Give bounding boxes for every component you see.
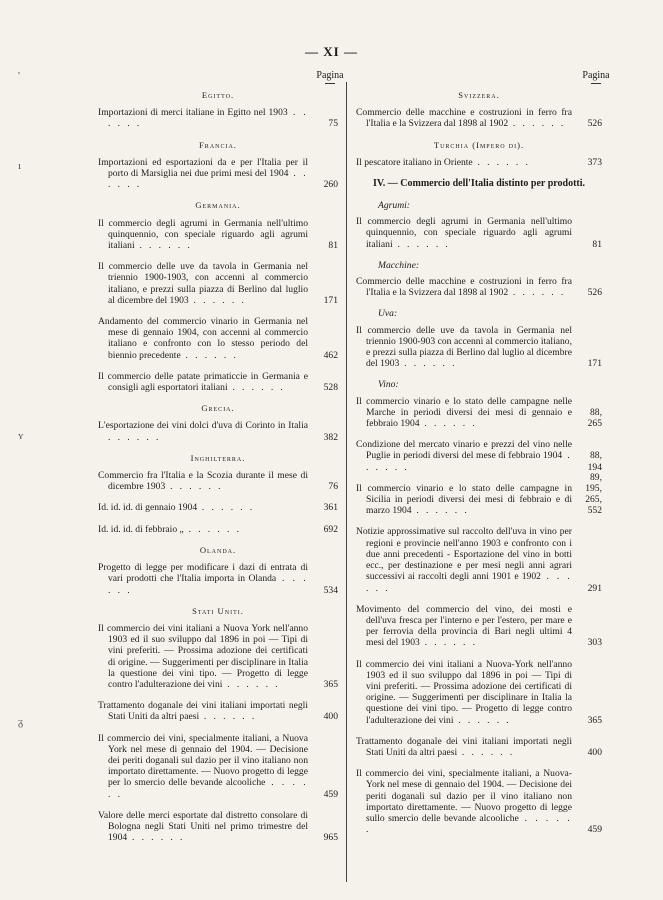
- country-heading: Turchia (Impero di).: [433, 139, 525, 150]
- index-entry: [98, 420, 338, 442]
- leader-dots: . . . . . .: [188, 294, 247, 306]
- page-ref: 88, 194: [587, 450, 602, 473]
- country-heading: Egitto.: [201, 90, 235, 100]
- page-ref: 291: [587, 582, 602, 594]
- entry-text: Commercio delle macchine e costruzioni in ferro fra l'Italia e la Svizzera dal 1898 al 1902: [356, 107, 572, 130]
- entry-text: Il pescatore italiano in Oriente: [356, 156, 473, 168]
- page-ref: 361: [323, 502, 338, 514]
- margin-mark: ʏ: [18, 430, 24, 442]
- index-entry: [98, 157, 338, 191]
- page-ref: 89, 195, 265, 552: [585, 471, 602, 517]
- leader-dots: . . . . . .: [366, 812, 572, 836]
- entry-text: Trattamento doganale dei vini italiani importati negli Stati Uniti da altri paesi: [356, 735, 572, 758]
- page-ref: 965: [323, 832, 338, 844]
- page-ref: 171: [323, 294, 338, 306]
- index-entry: [356, 157, 602, 168]
- page-ref: 534: [323, 584, 338, 596]
- index-entry: [98, 700, 338, 722]
- entry-text: L'esportazione dei vini dolci d'uva di Corinto in Italia: [98, 420, 308, 432]
- page-ref: 382: [323, 431, 338, 443]
- entry-text: Progetto di legge per modificare i dazi di entrata di vari prodotti che l'Italia importa in Olanda: [98, 562, 308, 585]
- leader-dots: . . . . . .: [134, 240, 193, 252]
- leader-dots: . . . . . .: [419, 637, 478, 649]
- leader-dots: . . . . . .: [366, 571, 572, 594]
- index-entry: [356, 526, 602, 593]
- entry-text: Il commercio delle patate primaticcie in Germania e consigli agli esportatori italiani: [98, 370, 308, 394]
- entry-text: Commercio delle macchine e costruzioni in ferro fra l'Italia e la Svizzera dal 1898 al 1902: [356, 276, 572, 299]
- page-ref: 459: [587, 824, 602, 836]
- leader-dots: . . . . . .: [472, 156, 531, 168]
- index-entry: [356, 216, 602, 250]
- right-column: [356, 90, 602, 845]
- entry-text: Il commercio delle uve da tavola in Germania nel triennio 1900-903 con accenni al commercio italiano, e prezzi sulla piazza di Berlino dal luglio al dicembre del 1903: [356, 324, 572, 370]
- leader-dots: . . . . . .: [165, 481, 223, 493]
- index-entry: [98, 371, 338, 393]
- section-title: IV. — Commercio dell'Italia distinto per prodotti.: [372, 178, 586, 190]
- margin-mark: ': [18, 70, 20, 82]
- margin-mark: ᵹ: [18, 716, 24, 728]
- entry-text: Id. id. id. di febbraio „: [98, 523, 184, 535]
- entry-text: Il commercio dei vini italiani a Nuova York nell'anno 1903 ed il suo sviluppo dal 1896 in poi — Tipi di vini preferiti. — Prossima adozione dei certificati di origine. — Suggerimenti per disciplinare in Italia la questione dei vini tipo. — Progetto di legge contro l'adulterazione dei vini: [98, 622, 308, 690]
- leader-dots: . . . . . .: [411, 505, 470, 517]
- leader-dots: . . . . . .: [399, 358, 457, 370]
- page-ref: 81: [328, 240, 338, 252]
- pagina-label-right: Pagina: [576, 70, 616, 84]
- leader-dots: . . . . . .: [508, 287, 566, 299]
- page-ref: 303: [587, 637, 602, 649]
- index-entry: [98, 261, 338, 306]
- page-ref: 88, 265: [587, 406, 602, 430]
- index-entry: [98, 218, 338, 252]
- country-heading: Grecia.: [201, 403, 235, 414]
- entry-text: Il commercio dei vini, specialmente italiani, a Nuova York nel mese di gennaio del 1904. — Decisione dei periti doganali sul dazio per il vino italiano non importato direttamente. — Nuovo progetto di legge per lo smercio delle bevande alcooliche: [98, 732, 308, 789]
- page-ref: 373: [587, 156, 602, 168]
- page-ref: 526: [587, 287, 602, 299]
- page-ref: 526: [587, 118, 602, 130]
- leader-dots: . . . . . .: [457, 746, 515, 758]
- index-entry: [356, 471, 602, 517]
- index-entry: [98, 524, 338, 535]
- country-heading: Svizzera.: [458, 90, 500, 100]
- country-heading: Francia.: [199, 139, 237, 150]
- entry-text: Importazioni di merci italiane in Egitto nel 1903: [98, 107, 288, 119]
- page-number: — XI —: [305, 44, 358, 59]
- margin-mark: ı: [18, 160, 22, 172]
- leader-dots: . . . . . .: [222, 678, 281, 690]
- leader-dots: . . . . . .: [108, 107, 308, 130]
- index-entry: [98, 470, 338, 492]
- column-divider: [346, 82, 347, 882]
- index-entry: [356, 439, 602, 473]
- page-ref: 365: [587, 714, 602, 726]
- page-ref: 81: [592, 238, 602, 250]
- page-ref: 171: [587, 358, 602, 370]
- entry-text: Il commercio vinario e lo stato delle campagne in Sicilia in periodi diversi dei mesi di febbraio e di marzo 1904: [356, 482, 572, 517]
- index-entry: [98, 107, 338, 129]
- entry-text: Il commercio delle uve da tavola in Germania nel triennio 1900-1903, con accenni al commercio italiano, e prezzi sulla piazza di Berlino dal luglio al dicembre del 1903: [98, 261, 308, 306]
- product-subheading: Agrumi:: [378, 200, 410, 212]
- entry-text: Il commercio dei vini italiani a Nuova-York nell'anno 1903 ed il suo sviluppo dal 1896 in poi — Tipi di vini preferiti. — Prossima adozione dei certificati di origine. — Suggerimenti per disciplinare in Italia la questione dei vini tipo. — Progetto di legge contro l'adulterazione dei vini: [356, 658, 572, 726]
- page-ref: 400: [587, 746, 602, 758]
- leader-dots: . . . . . .: [453, 714, 512, 726]
- index-entry: [356, 768, 602, 835]
- page-ref: 76: [328, 481, 338, 493]
- index-entry: [98, 562, 338, 596]
- leader-dots: . . . . . .: [108, 431, 161, 443]
- index-entry: [98, 810, 338, 844]
- leader-dots: . . . . . .: [227, 382, 286, 394]
- entry-text: Importazioni ed esportazioni da e per l'Italia per il porto di Marsiglia nei due primi mesi del 1904: [98, 156, 308, 180]
- entry-text: Il commercio dei vini, specialmente italiani, a Nuova-York nel mese di gennaio del 1904. — Decisione dei periti doganali sul dazio per il vino italiano non importato direttamente. — Nuovo progetto di legge sullo smercio delle bevande alcooliche: [356, 768, 572, 824]
- page-ref: 459: [323, 788, 338, 800]
- entry-text: Notizie approssimative sul raccolto dell'uva in vino per regioni e provincie nell'anno 1903 e confronto con i due anni precedenti - Esportazione del vino in botti ecc., per destinazione e per mesi negli anni agrari successivi ai raccolti degli anni 1901 e 1902: [356, 526, 572, 583]
- entry-text: Valore delle merci esportate dal distretto consolare di Bologna negli Stati Uniti nel primo trimestre del 1904: [98, 809, 308, 844]
- index-entry: [356, 107, 602, 129]
- index-entry: [356, 396, 602, 430]
- product-subheading: Vino:: [378, 379, 399, 391]
- leader-dots: . . . . . .: [180, 349, 239, 361]
- country-heading: Inghilterra.: [190, 452, 246, 463]
- leader-dots: . . . . . .: [108, 573, 308, 596]
- page-ref: 462: [323, 349, 338, 361]
- index-entry: [356, 604, 602, 649]
- page-ref: 528: [323, 382, 338, 394]
- leader-dots: . . . . . .: [108, 777, 309, 800]
- leader-dots: . . . . . .: [366, 450, 572, 473]
- country-heading: Stati Uniti.: [192, 605, 244, 616]
- index-entry: [98, 733, 338, 800]
- left-column: [98, 90, 338, 853]
- entry-text: Andamento del commercio vinario in Germania nel mese di gennaio 1904, con accenni al commercio italiano e confronto con lo stesso periodo del biennio precedente: [98, 316, 308, 361]
- index-entry: [98, 502, 338, 513]
- index-entry: [356, 325, 602, 370]
- page-ref: 400: [323, 711, 338, 723]
- product-subheading: Uva:: [378, 308, 398, 320]
- country-heading: Germania.: [195, 200, 241, 211]
- pagina-label-left: Pagina: [310, 70, 350, 84]
- index-entry: [356, 659, 602, 726]
- index-entry: [356, 276, 602, 298]
- entry-text: Il commercio vinario e lo stato delle campagne nelle Marche in periodi diversi dei mesi di gennaio e febbraio 1904: [356, 395, 572, 430]
- entry-text: Trattamento doganale dei vini italiani importati negli Stati Uniti da altri paesi: [98, 700, 308, 723]
- entry-text: Condizione del mercato vinario e prezzi del vino nelle Puglie in periodi diversi del mese di febbraio 1904: [356, 439, 572, 462]
- country-heading: Olanda.: [199, 544, 237, 555]
- page-ref: 75: [328, 118, 338, 130]
- leader-dots: . . . . . .: [392, 238, 451, 250]
- leader-dots: . . . . . .: [183, 523, 242, 535]
- leader-dots: . . . . . .: [508, 118, 566, 130]
- leader-dots: . . . . . .: [419, 418, 478, 430]
- page-ref: 692: [323, 523, 338, 535]
- entry-text: Il commercio degli agrumi in Germania nell'ultimo quinquennio, con speciale riguardo agli agrumi italiani: [356, 216, 572, 250]
- page-ref: 365: [323, 678, 338, 690]
- leader-dots: . . . . . .: [199, 711, 257, 723]
- leader-dots: . . . . . .: [108, 168, 308, 191]
- leader-dots: . . . . . .: [127, 832, 185, 844]
- index-entry: [98, 623, 338, 690]
- entry-text: Il commercio degli agrumi in Germania nell'ultimo quinquennio, con speciale riguardo agli agrumi italiani: [98, 217, 308, 252]
- entry-text: Movimento del commercio del vino, dei mosti e dell'uva fresca per l'interno e per l'estero, per mare e per ferrovia della provincia di Bari negli ultimi 4 mesi del 1903: [356, 603, 572, 649]
- page-ref: 260: [323, 179, 338, 191]
- entry-text: Commercio fra l'Italia e la Scozia durante il mese di dicembre 1903: [98, 470, 308, 493]
- leader-dots: . . . . . .: [197, 502, 255, 514]
- index-entry: [98, 316, 338, 361]
- product-subheading: Macchine:: [378, 259, 420, 271]
- index-entry: [356, 736, 602, 758]
- entry-text: Id. id. id. di gennaio 1904: [98, 502, 198, 514]
